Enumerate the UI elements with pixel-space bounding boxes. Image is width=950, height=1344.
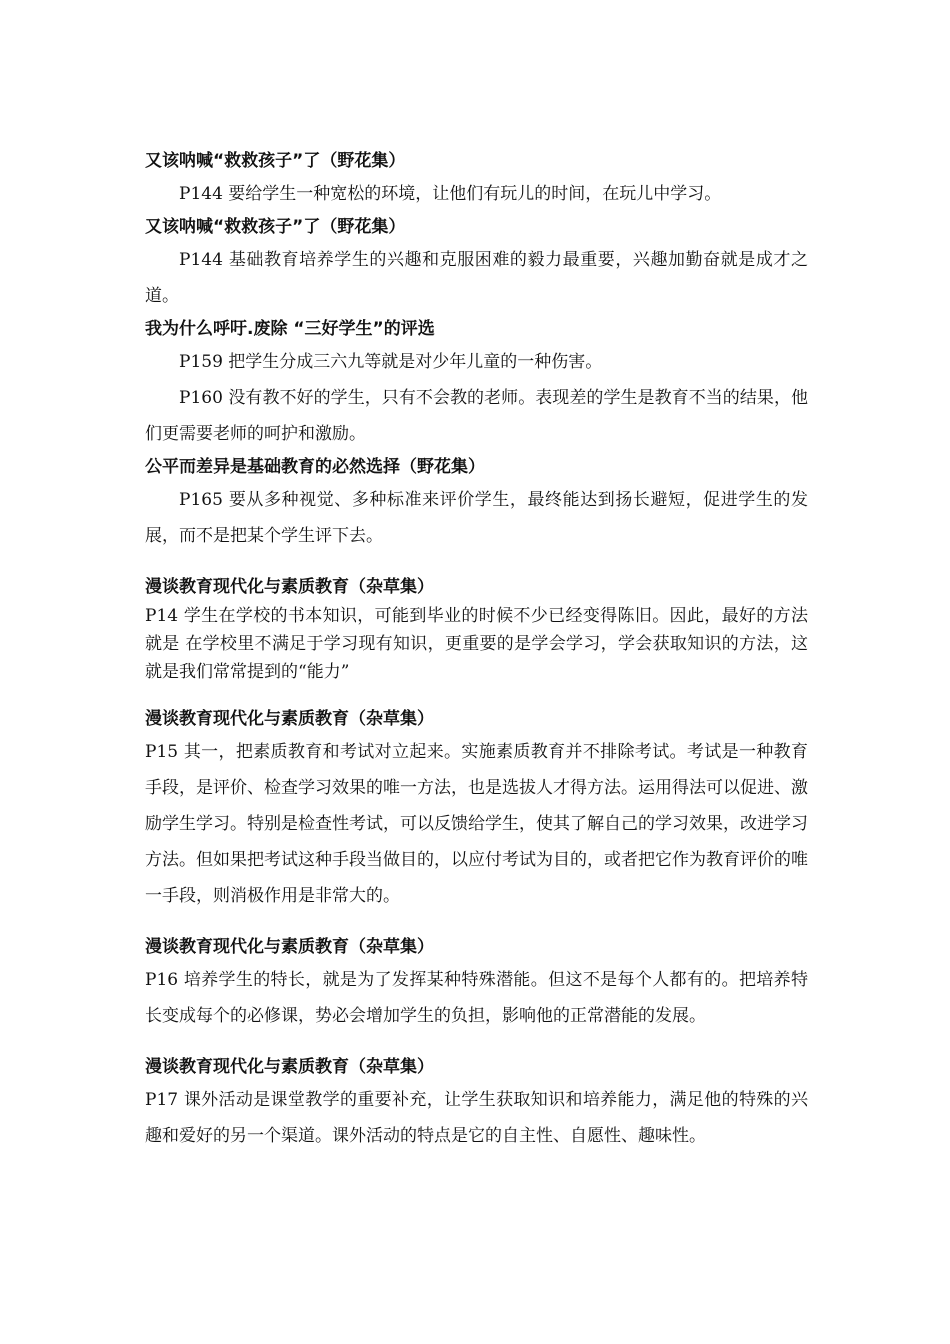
section-heading: 又该呐喊“救救孩子”了（野花集） [145,217,406,237]
section-5 [145,572,808,686]
section-paragraph: P14 学生在学校的书本知识，可能到毕业的时候不少已经变得陈旧。因此，最好的方法就是 在学校里不满足于学习现有知识，更重要的是学会学习，学会获取知识的方法，这就是我们常常提到的“能力” [145,606,808,682]
section-4 [145,452,808,554]
section-paragraph: P144 基础教育培养学生的兴趣和克服困难的毅力最重要，兴趣加勤奋就是成才之道。 [145,250,808,306]
section-heading: 漫谈教育现代化与素质教育（杂草集） [145,937,434,957]
section-heading: 我为什么呼吁.废除 “三好学生”的评选 [145,319,435,339]
section-paragraph: P144 要给学生一种宽松的环境，让他们有玩儿的时间，在玩儿中学习。 [179,184,722,204]
section-paragraph: P159 把学生分成三六九等就是对少年儿童的一种伤害。 [179,352,603,372]
spacer [145,686,808,704]
section-paragraph: P15 其一，把素质教育和考试对立起来。实施素质教育并不排除考试。考试是一种教育手段，是评价、检查学习效果的唯一方法，也是选拔人才得方法。运用得法可以促进、激励学生学习。特别是检查性考试，可以反馈给学生，使其了解自己的学习效果，改进学习方法。但如果把考试这种手段当做目的，以应付考试为目的，或者把它作为教育评价的唯一手段，则消极作用是非常大的。 [145,742,808,906]
section-heading: 公平而差异是基础教育的必然选择（野花集） [145,457,485,477]
section-paragraph: P160 没有教不好的学生，只有不会教的老师。表现差的学生是教育不当的结果，他们更需要老师的呵护和激励。 [145,388,808,444]
spacer [145,1034,808,1052]
section-6 [145,704,808,914]
section-3 [145,314,808,452]
section-2 [145,212,808,314]
section-paragraph: P16 培养学生的特长，就是为了发挥某种特殊潜能。但这不是每个人都有的。把培养特长变成每个的必修课，势必会增加学生的负担，影响他的正常潜能的发展。 [145,970,808,1026]
section-1 [145,146,808,212]
section-heading: 漫谈教育现代化与素质教育（杂草集） [145,709,434,729]
spacer [145,914,808,932]
section-heading: 又该呐喊“救救孩子”了（野花集） [145,151,406,171]
section-8 [145,1052,808,1154]
section-paragraph: P165 要从多种视觉、多种标准来评价学生，最终能达到扬长避短，促进学生的发展，而不是把某个学生评下去。 [145,490,808,546]
section-heading: 漫谈教育现代化与素质教育（杂草集） [145,577,434,597]
section-paragraph: P17 课外活动是课堂教学的重要补充，让学生获取知识和培养能力，满足他的特殊的兴趣和爱好的另一个渠道。课外活动的特点是它的自主性、自愿性、趣味性。 [145,1090,808,1146]
section-7 [145,932,808,1034]
spacer [145,554,808,572]
section-heading: 漫谈教育现代化与素质教育（杂草集） [145,1057,434,1077]
